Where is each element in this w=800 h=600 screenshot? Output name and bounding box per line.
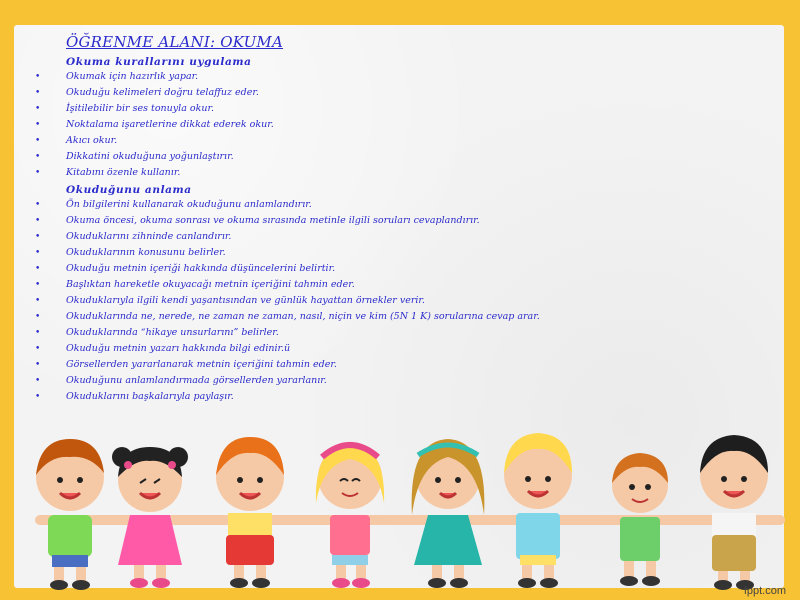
bullet-icon: • <box>35 200 41 210</box>
bullet-icon: • <box>35 232 41 242</box>
child-figure <box>216 437 284 588</box>
list-item <box>30 149 274 165</box>
bullet-icon: • <box>35 136 41 146</box>
list-item <box>30 117 274 133</box>
list-item-text: Başlıktan hareketle okuyacağı metnin içeriğini tahmin eder. <box>66 279 355 290</box>
list-item <box>30 229 540 245</box>
list-item-text: Ön bilgilerini kullanarak okuduğunu anlamlandırır. <box>66 199 312 210</box>
list-item-text: Görsellerden yararlanarak metnin içeriğini tahmin eder. <box>66 359 337 370</box>
bullet-icon: • <box>35 88 41 98</box>
list-item <box>30 309 540 325</box>
bullet-icon: • <box>35 392 41 402</box>
child-figure <box>36 439 104 590</box>
list-item-text: Okuma öncesi, okuma sonrası ve okuma sırasında metinle ilgili soruları cevaplandırır. <box>66 215 480 226</box>
child-figure <box>612 453 668 586</box>
list-item <box>30 245 540 261</box>
list-item <box>30 213 540 229</box>
list-item-text: Okuduğu metnin içeriği hakkında düşüncelerini belirtir. <box>66 263 336 274</box>
list-item-text: Okuduğu kelimeleri doğru telaffuz eder. <box>66 87 259 98</box>
list-item <box>30 389 540 405</box>
bullet-icon: • <box>35 104 41 114</box>
bullet-icon: • <box>35 216 41 226</box>
list-item-text: Okuduklarında ne, nerede, ne zaman ne zaman, nasıl, niçin ve kim (5N 1 K) sorularına cevap arar. <box>66 311 540 322</box>
list-item <box>30 277 540 293</box>
list-item-text: Okuduklarında “hikaye unsurlarını” belirler. <box>66 327 279 338</box>
child-figure <box>700 435 768 590</box>
bullet-icon: • <box>35 280 41 290</box>
list-item <box>30 85 274 101</box>
section-heading-okuma-kurallari: Okuma kurallarını uygulama <box>66 56 252 68</box>
list-item-text: Kitabını özenle kullanır. <box>66 167 181 178</box>
bullet-icon: • <box>35 328 41 338</box>
list-item-text: Noktalama işaretlerine dikkat ederek okur. <box>66 119 274 130</box>
list-item-text: İşitilebilir bir ses tonuyla okur. <box>66 103 214 114</box>
bullet-icon: • <box>35 312 41 322</box>
section-heading-okudugunu-anlama: Okuduğunu anlama <box>66 184 192 196</box>
list-item <box>30 293 540 309</box>
child-figure <box>412 439 485 588</box>
list-item-text: Okuduklarının konusunu belirler. <box>66 247 226 258</box>
footer-watermark: fppt.com <box>743 585 786 597</box>
list-item <box>30 69 274 85</box>
list-item-text: Okuduğu metnin yazarı hakkında bilgi edinir.ü <box>66 343 291 354</box>
child-figure <box>504 433 572 588</box>
list-item <box>30 357 540 373</box>
children-holding-hands-illustration <box>0 425 800 595</box>
list-item-text: Okuduklarını zihninde canlandırır. <box>66 231 232 242</box>
bullet-icon: • <box>35 248 41 258</box>
list-item <box>30 165 274 181</box>
slide-title: ÖĞRENME ALANI: OKUMA <box>66 33 284 51</box>
bullet-icon: • <box>35 376 41 386</box>
list-okuma-kurallari <box>30 69 274 181</box>
list-item-text: Okuduklarını başkalarıyla paylaşır. <box>66 391 234 402</box>
list-item <box>30 325 540 341</box>
list-item <box>30 373 540 389</box>
bullet-icon: • <box>35 360 41 370</box>
bullet-icon: • <box>35 296 41 306</box>
list-item <box>30 197 540 213</box>
bullet-icon: • <box>35 120 41 130</box>
bullet-icon: • <box>35 168 41 178</box>
list-item-text: Okuduğunu anlamlandırmada görsellerden yararlanır. <box>66 375 327 386</box>
list-item <box>30 261 540 277</box>
bullet-icon: • <box>35 264 41 274</box>
list-item-text: Akıcı okur. <box>66 135 118 146</box>
list-okudugunu-anlama <box>30 197 540 405</box>
list-item <box>30 101 274 117</box>
list-item-text: Okumak için hazırlık yapar. <box>66 71 199 82</box>
list-item-text: Dikkatini okuduğuna yoğunlaştırır. <box>66 151 234 162</box>
list-item <box>30 341 540 357</box>
list-item-text: Okuduklarıyla ilgili kendi yaşantısından ve günlük hayattan örnekler verir. <box>66 295 425 306</box>
list-item <box>30 133 274 149</box>
bullet-icon: • <box>35 344 41 354</box>
bullet-icon: • <box>35 72 41 82</box>
bullet-icon: • <box>35 152 41 162</box>
